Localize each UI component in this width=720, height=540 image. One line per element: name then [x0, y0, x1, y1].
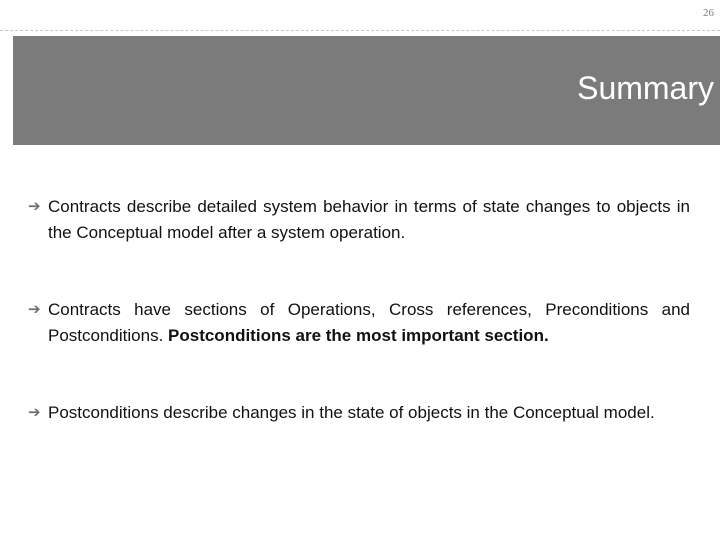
- bullet-item: [28, 297, 690, 349]
- page-number: 26: [703, 7, 714, 19]
- bullet-text: [48, 297, 690, 349]
- bullet-text-bold: Postconditions are the most important section.: [168, 326, 549, 345]
- arrow-right-icon: ➔: [28, 404, 41, 421]
- arrow-right-icon: ➔: [28, 301, 41, 318]
- title-band: [13, 36, 720, 145]
- slide-title: Summary: [577, 70, 714, 106]
- arrow-right-icon: ➔: [28, 198, 41, 215]
- bullet-item: [28, 194, 690, 246]
- bullet-text-plain: Contracts have sections of Operations, Cross references, Preconditions and Postconditions.: [48, 300, 690, 345]
- bullet-text: Contracts describe detailed system behavior in terms of state changes to objects in the Conceptual model after a system operation.: [48, 197, 690, 242]
- bullet-text: Postconditions describe changes in the state of objects in the Conceptual model.: [48, 403, 655, 422]
- header-divider: [0, 30, 720, 31]
- bullet-item: [28, 400, 690, 426]
